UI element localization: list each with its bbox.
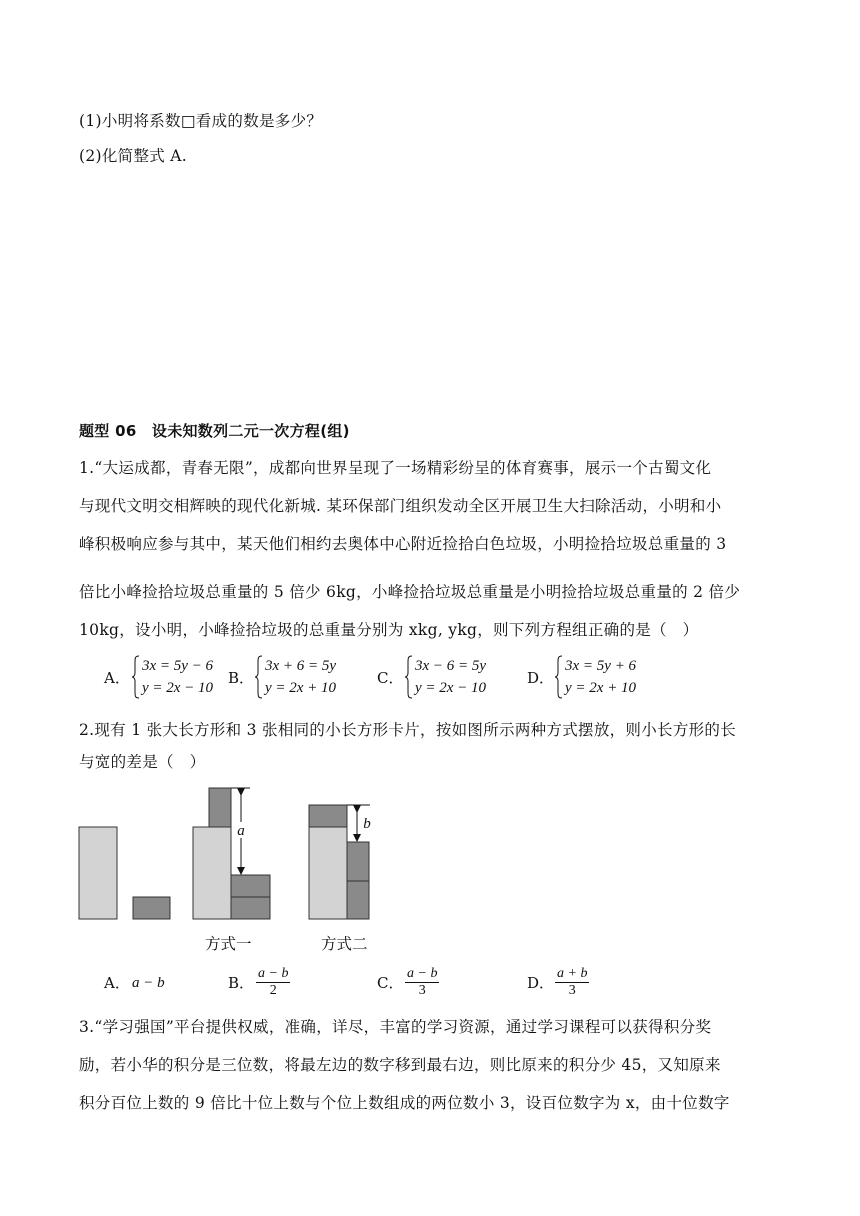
q1-option-a-label: A．: [104, 669, 130, 687]
equation: y = 2x − 10: [415, 680, 487, 696]
numerator: a + b: [557, 966, 588, 981]
equation: y = 2x + 10: [565, 680, 637, 696]
prev-question-part-1: (1)小明将系数□看成的数是多少？: [79, 112, 323, 130]
q1-option-d-label: D．: [527, 669, 555, 687]
q2-option-b-fraction: [256, 966, 290, 999]
caption-arrangement-2: 方式二: [321, 935, 368, 953]
equation: 3x + 6 = 5y: [265, 658, 337, 674]
equation: 3x − 6 = 5y: [415, 658, 487, 674]
q2-option-d-label: D．: [527, 974, 555, 992]
brace-icon: [131, 655, 141, 699]
q1-option-c-system: [404, 655, 514, 699]
numerator: a − b: [407, 966, 438, 981]
small-rectangle: [133, 897, 170, 919]
prev-question-part-2: (2)化简整式 A.: [79, 147, 188, 165]
q2-option-d-fraction: [555, 966, 589, 999]
brace-icon: [554, 655, 564, 699]
q3-line-1: 3.“学习强国”平台提供权威，准确，详尽，丰富的学习资源，通过学习课程可以获得积分奖: [79, 1018, 712, 1036]
q2-option-a-expr: a − b: [132, 975, 165, 991]
arrangement-2-small-vertical-top: [347, 842, 369, 881]
rectangles-figure: [0, 780, 400, 930]
q1-option-b-system: [254, 655, 364, 699]
q2-line-2: 与宽的差是（ ）: [79, 753, 206, 771]
q2-option-c-fraction: [405, 966, 439, 999]
equation: y = 2x − 10: [142, 680, 214, 696]
arrangement-2-small-horizontal: [309, 805, 347, 827]
q1-option-c-label: C．: [377, 669, 404, 687]
equation: 3x = 5y − 6: [142, 658, 214, 674]
q2-option-c-label: C．: [377, 974, 404, 992]
label-a: a: [237, 823, 245, 839]
brace-icon: [404, 655, 414, 699]
q2-option-a-label: A．: [104, 974, 130, 992]
q1-option-a-system: [131, 655, 241, 699]
q1-option-b-label: B．: [228, 669, 255, 687]
arrangement-2-large-rectangle: [309, 827, 347, 919]
section-heading: 题型 06 设未知数列二元一次方程(组): [79, 422, 350, 440]
arrangement-1-small-horizontal-bottom: [231, 897, 270, 919]
large-rectangle: [79, 827, 117, 919]
q3-line-3: 积分百位上数的 9 倍比十位上数与个位上数组成的两位数小 3，设百位数字为 x，由十位数字: [79, 1094, 730, 1112]
arrangement-1-small-vertical: [209, 788, 231, 827]
arrangement-1-large-rectangle: [193, 827, 231, 919]
denominator: 3: [418, 983, 426, 998]
denominator: 2: [269, 983, 277, 998]
label-b: b: [363, 816, 371, 832]
equation: y = 2x + 10: [265, 680, 337, 696]
q1-line-4: 倍比小峰捡拾垃圾总重量的 5 倍少 6kg，小峰捡拾垃圾总重量是小明捡拾垃圾总重量的 2 倍少: [79, 583, 741, 601]
caption-arrangement-1: 方式一: [205, 935, 252, 953]
denominator: 3: [568, 983, 576, 998]
numerator: a − b: [258, 966, 289, 981]
q2-option-b-label: B．: [228, 974, 255, 992]
q1-line-1: 1.“大运成都，青春无限”，成都向世界呈现了一场精彩纷呈的体育赛事，展示一个古蜀文化: [79, 459, 712, 477]
q1-line-2: 与现代文明交相辉映的现代化新城. 某环保部门组织发动全区开展卫生大扫除活动，小明和小: [79, 497, 722, 515]
q1-line-5: 10kg，设小明，小峰捡拾垃圾的总重量分别为 xkg, ykg，则下列方程组正确的是（ ）: [79, 621, 699, 639]
q2-line-1: 2.现有 1 张大长方形和 3 张相同的小长方形卡片，按如图所示两种方式摆放，则小长方形的长: [79, 721, 737, 739]
q3-line-2: 励，若小华的积分是三位数，将最左边的数字移到最右边，则比原来的积分少 45，又知原来: [79, 1056, 721, 1074]
q1-option-d-system: [554, 655, 664, 699]
equation: 3x = 5y + 6: [565, 658, 637, 674]
brace-icon: [254, 655, 264, 699]
arrangement-1-small-horizontal-top: [231, 875, 270, 897]
q1-line-3: 峰积极响应参与其中，某天他们相约去奥体中心附近捡拾白色垃圾，小明捡拾垃圾总重量的 3: [79, 535, 727, 553]
arrangement-2-small-vertical-bottom: [347, 881, 369, 919]
